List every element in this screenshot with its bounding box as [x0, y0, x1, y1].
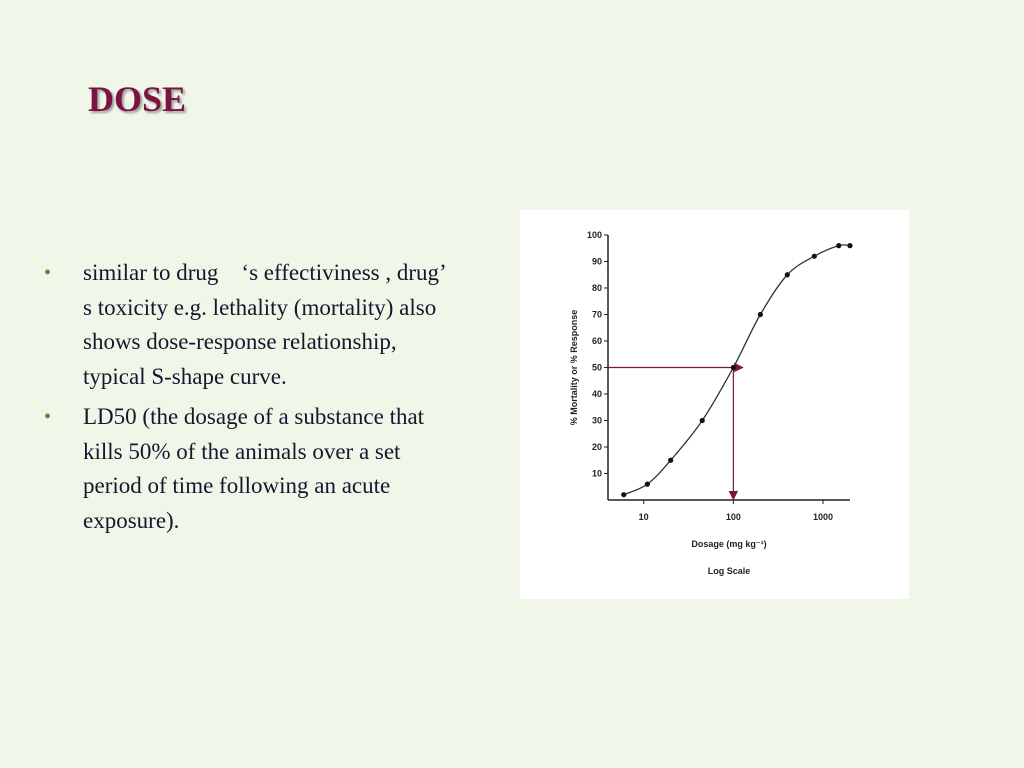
dose-response-chart — [520, 210, 909, 599]
dose-response-curve — [624, 245, 850, 495]
y-tick-label: 50 — [591, 362, 602, 373]
bullet-item — [44, 400, 464, 538]
curve — [624, 245, 850, 495]
data-point — [812, 254, 817, 259]
data-point — [847, 243, 852, 248]
data-point — [785, 272, 790, 277]
x-axis-label: Dosage (mg kg⁻¹) — [691, 539, 767, 549]
bullet-text: LD50 (the dosage of a substance that kills 50% of the animals over a set period of time following an acute exposure). — [83, 404, 425, 533]
data-point — [731, 365, 736, 370]
x-axis-sublabel: Log Scale — [707, 566, 751, 576]
y-tick-label: 70 — [591, 309, 602, 320]
axes — [587, 230, 850, 522]
y-tick-label: 80 — [591, 283, 602, 293]
bullet-list — [44, 256, 468, 544]
bullet-icon: • — [44, 406, 52, 428]
data-point — [700, 418, 705, 423]
y-tick-label: 100 — [586, 230, 602, 240]
data-point — [836, 243, 841, 248]
bullet-icon: • — [44, 262, 52, 284]
data-point — [668, 458, 673, 463]
x-tick-label: 10 — [638, 512, 649, 522]
x-tick-label: 100 — [725, 512, 741, 522]
data-points — [621, 243, 852, 497]
slide-title: DOSE — [88, 79, 187, 119]
y-tick-label: 30 — [591, 415, 602, 426]
data-point — [758, 312, 763, 317]
y-tick-label: 60 — [591, 336, 602, 346]
y-tick-label: 20 — [591, 442, 602, 452]
y-axis-label: % Mortality or % Response — [569, 309, 579, 426]
x-tick-label: 1000 — [812, 512, 834, 522]
chart-svg — [520, 210, 909, 599]
data-point — [621, 492, 626, 497]
data-point — [645, 482, 650, 487]
y-tick-label: 10 — [591, 468, 602, 479]
y-tick-label: 40 — [591, 389, 602, 399]
ld50-guides — [608, 368, 741, 499]
y-tick-label: 90 — [591, 256, 602, 267]
bullet-item — [44, 256, 468, 394]
bullet-text: similar to drug ‘s effectiviness , drug’ s toxicity e.g. lethality (mortality) also shows dose-response relationship, typical S-shape curve. — [83, 260, 468, 389]
